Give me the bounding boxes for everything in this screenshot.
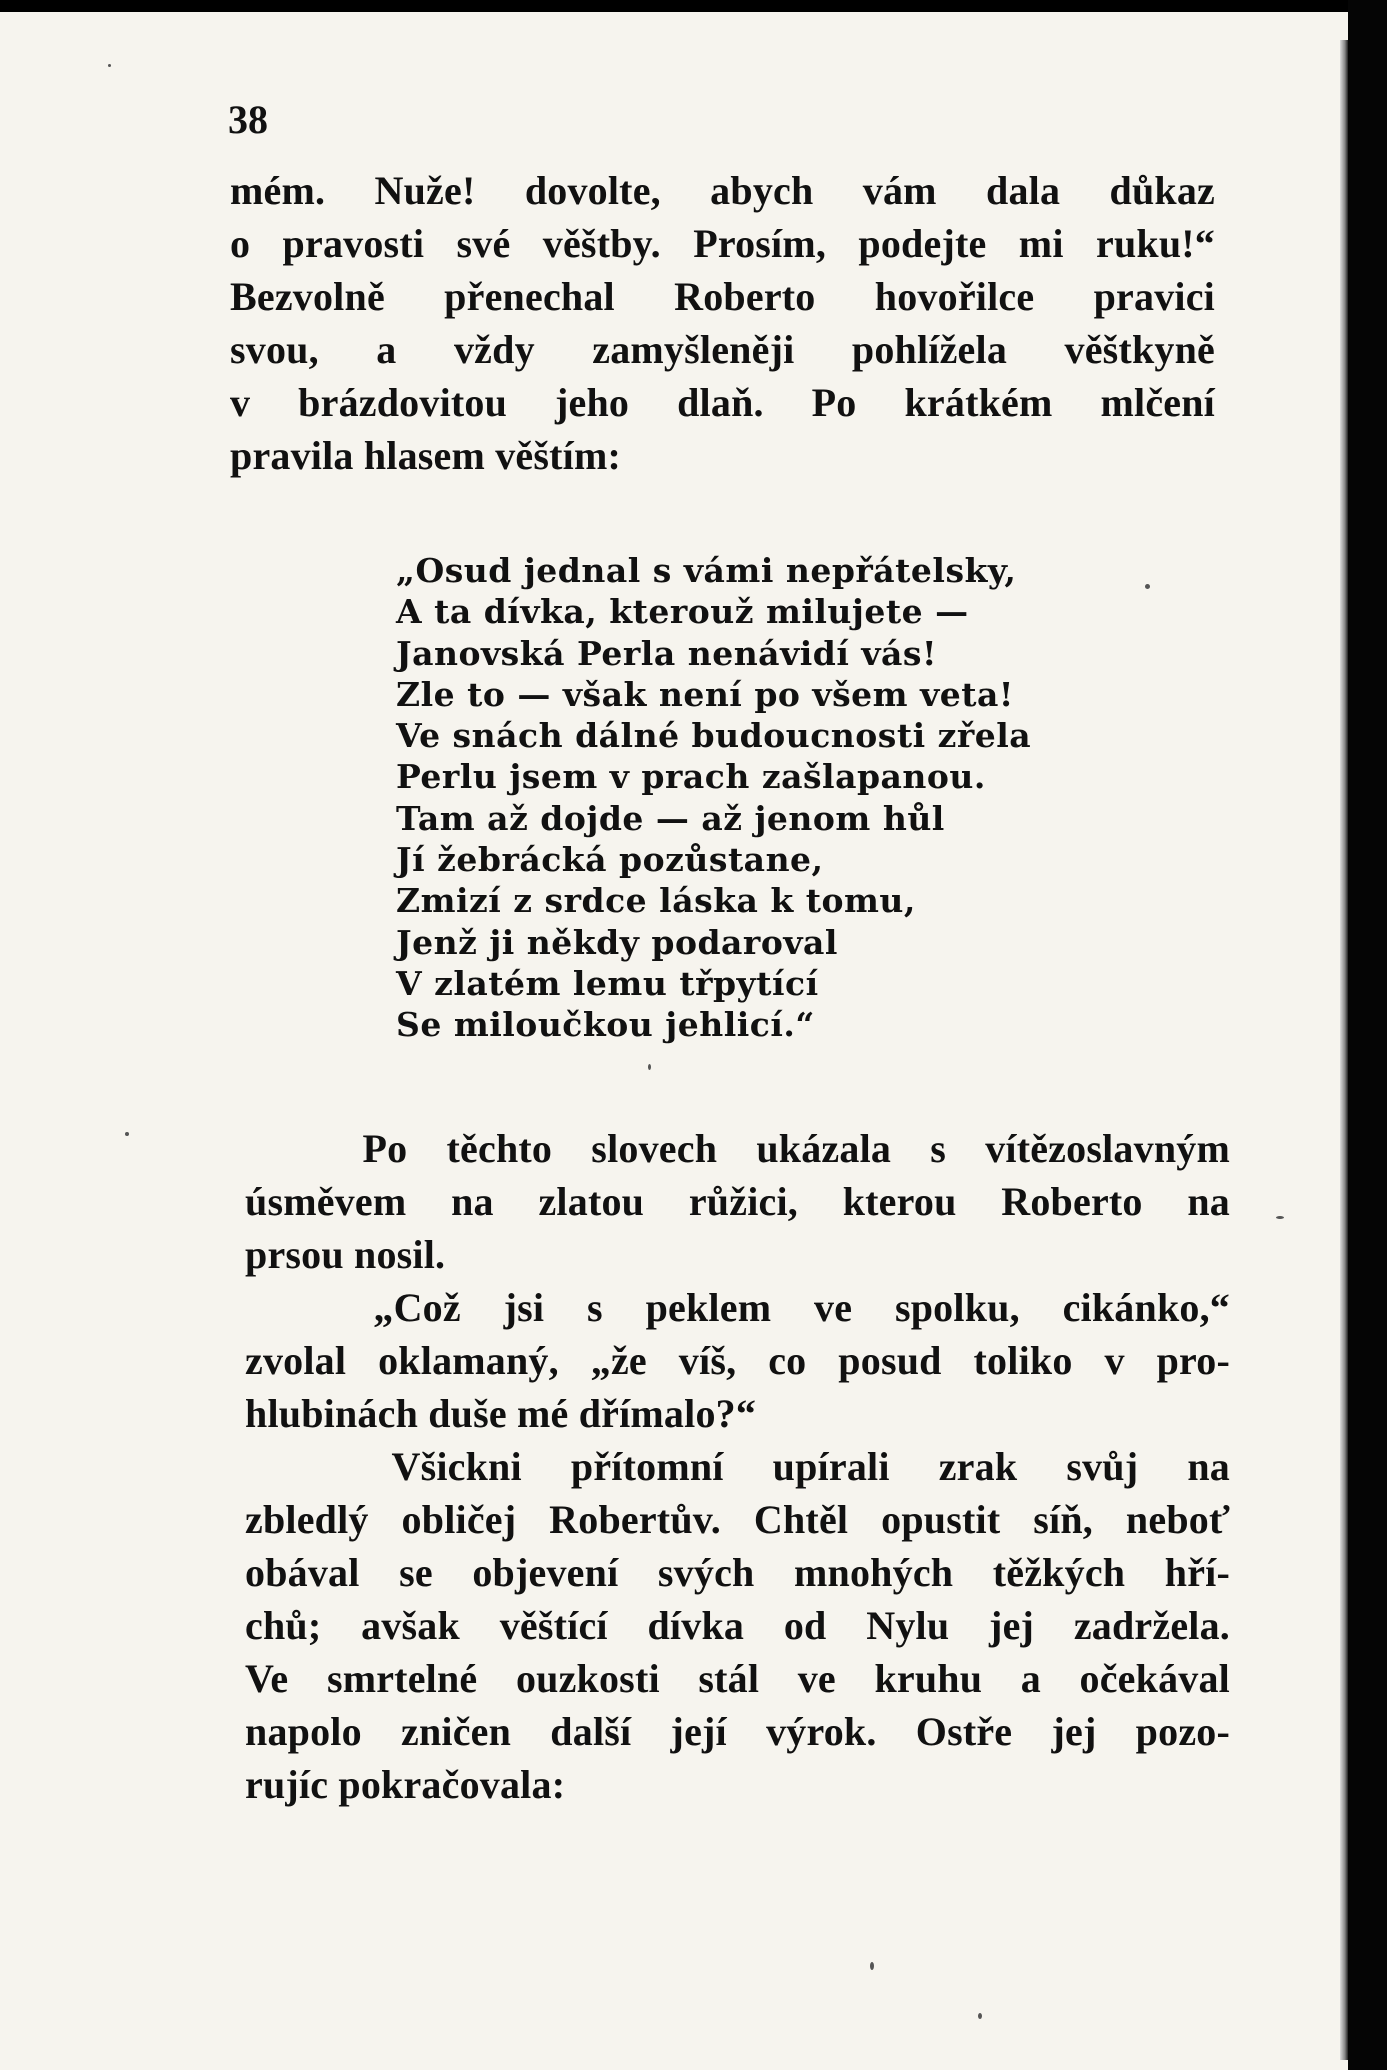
- text-line: Po těchto slovech ukázala s vítězoslavným: [245, 1126, 1230, 1171]
- poem-line: Perlu jsem v prach zašlapanou.: [396, 757, 986, 797]
- poem-line: Zmizí z srdce láska k tomu,: [396, 881, 916, 921]
- text-line: zvolal oklamaný, „že víš, co posud toliko v pro-: [245, 1338, 1230, 1383]
- text-line: mém. Nuže! dovolte, abych vám dala důkaz: [230, 168, 1215, 213]
- poem-line: Janovská Perla nenávidí vás!: [396, 633, 938, 673]
- poem-line: Se miloučkou jehlicí.“: [396, 1005, 815, 1045]
- text-line: chů; avšak věštící dívka od Nylu jej zadržela.: [245, 1603, 1230, 1648]
- text-line: pravila hlasem věštím:: [230, 433, 622, 478]
- poem-line: Jenž ji někdy podaroval: [396, 922, 838, 962]
- scan-border: [1348, 0, 1387, 2070]
- text-line: svou, a vždy zamyšleněji pohlížela věštkyně: [230, 327, 1215, 372]
- text-line: Všickni přítomní upírali zrak svůj na: [245, 1444, 1230, 1489]
- scan-speck: [870, 1962, 874, 1970]
- text-line: napolo zničen další její výrok. Ostře jej pozo-: [245, 1709, 1230, 1754]
- scan-speck: [108, 64, 111, 67]
- poem-line: Zle to — však není po všem veta!: [396, 674, 1014, 714]
- text-line: prsou nosil.: [245, 1232, 446, 1277]
- page-edge-shadow: [1340, 40, 1348, 2060]
- poem-line: Tam až dojde — až jenom hůl: [396, 798, 945, 838]
- text-line: o pravosti své věštby. Prosím, podejte mi ruku!“: [230, 221, 1215, 266]
- poem-block: [396, 550, 1036, 1046]
- scan-speck: [648, 1064, 651, 1070]
- text-line: „Což jsi s peklem ve spolku, cikánko,“: [245, 1285, 1230, 1330]
- text-line: zbledlý obličej Robertův. Chtěl opustit síň, neboť: [245, 1497, 1230, 1542]
- text-line: Ve smrtelné ouzkosti stál ve kruhu a očekával: [245, 1656, 1230, 1701]
- text-line: v brázdovitou jeho dlaň. Po krátkém mlčení: [230, 380, 1215, 425]
- page-number: 38: [228, 97, 268, 142]
- poem-line: Jí žebrácká pozůstane,: [396, 840, 824, 880]
- paragraph-2: [245, 1122, 1230, 1811]
- text-line: obával se objevení svých mnohých těžkých hří-: [245, 1550, 1230, 1595]
- scan-speck: [125, 1132, 129, 1136]
- scan-speck: [1276, 1216, 1284, 1219]
- poem-line: „Osud jednal s vámi nepřátelsky,: [396, 551, 1017, 590]
- text-line: Bezvolně přenechal Roberto hovořilce pravici: [230, 274, 1215, 319]
- text-line: rujíc pokračovala:: [245, 1762, 566, 1807]
- poem-line: A ta dívka, kterouž milujete —: [396, 592, 969, 632]
- paragraph-1: [230, 164, 1215, 482]
- poem-line: Ve snách dálné budoucnosti zřela: [396, 716, 1032, 756]
- poem-line: V zlatém lemu třpytící: [396, 963, 819, 1003]
- scan-speck: [978, 2013, 982, 2019]
- scan-speck: [1145, 584, 1150, 589]
- text-line: úsměvem na zlatou růžici, kterou Roberto na: [245, 1179, 1230, 1224]
- text-line: hlubinách duše mé dřímalo?“: [245, 1391, 757, 1436]
